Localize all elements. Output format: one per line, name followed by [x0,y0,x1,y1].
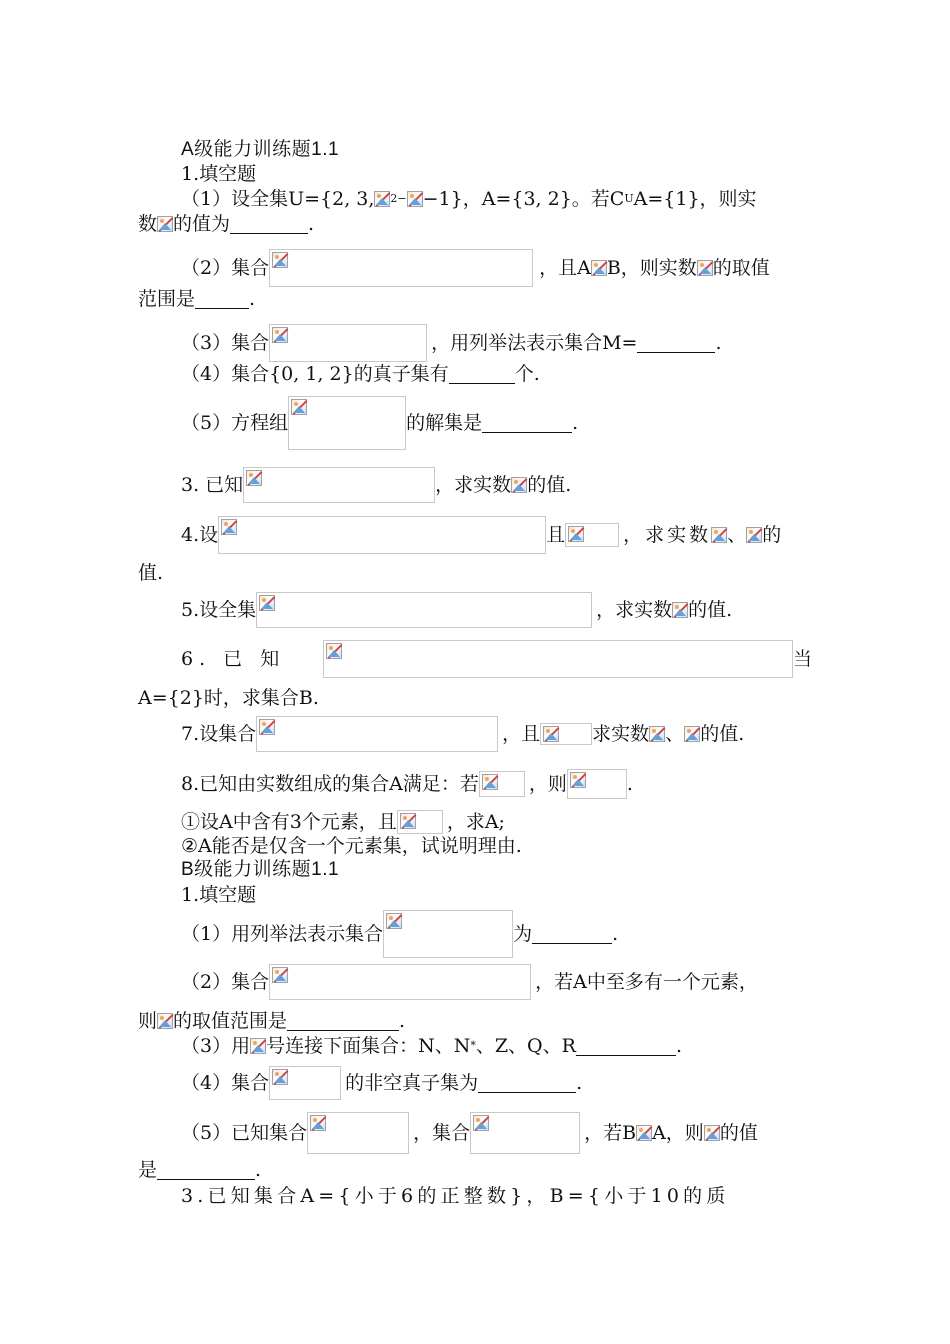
a-q4-line1: 4.设 且 ，求实数 、 的 [181,516,814,554]
a-q1-5: （5）方程组 的解集是 . [181,396,814,450]
broken-image-icon [250,1038,266,1054]
formula-image-box [397,810,443,834]
b-q1-4: （4）集合 的非空真子集为 . [181,1066,814,1100]
broken-image-icon [711,527,727,543]
formula-image-box [567,769,627,799]
section-a-title: A级能力训练题1.1 [181,139,340,160]
broken-image-icon [636,1125,652,1141]
formula-image-box [269,249,533,287]
a-q4-line2: 值. [138,562,164,584]
formula-image-box [383,910,513,958]
answer-blank[interactable] [449,365,515,384]
a-q8-part2: ②A能否是仅含一个元素集，试说明理由. [181,835,522,857]
broken-image-icon [272,327,288,343]
broken-image-icon [221,519,237,535]
broken-image-icon [473,1115,489,1131]
formula-image-box [256,716,498,752]
answer-blank[interactable] [230,215,308,234]
a-q1-1-line2: 数 的值为 . [138,213,315,235]
broken-image-icon [591,260,607,276]
broken-image-icon [157,216,173,232]
section-b-title: B级能力训练题1.1 [181,859,340,880]
a-q1-title: 1.填空题 [181,163,257,185]
b-q1-5-line1: （5）已知集合 ，集合 ，若B A，则 的值 [181,1112,814,1154]
broken-image-icon [511,477,527,493]
formula-image-box [218,516,546,554]
formula-image-box [323,640,793,678]
broken-image-icon [746,527,762,543]
answer-blank[interactable] [478,1074,576,1093]
formula-image-box [269,964,531,1000]
formula-image-box [243,467,435,503]
b-q1-5-line2: 是 . [138,1159,262,1181]
b-q1-title: 1.填空题 [181,884,257,906]
answer-blank[interactable] [195,290,249,309]
broken-image-icon [407,191,423,207]
broken-image-icon [157,1013,173,1029]
formula-image-box [470,1112,580,1154]
broken-image-icon [704,1125,720,1141]
broken-image-icon [310,1115,326,1131]
broken-image-icon [259,595,275,611]
answer-blank[interactable] [287,1012,399,1031]
a-q6-line1: 6. 已 知 当 [181,640,814,678]
formula-image-box [540,723,592,745]
a-q3: 3. 已知 ，求实数 的值. [181,467,814,503]
broken-image-icon [400,813,416,829]
answer-blank[interactable] [576,1037,676,1056]
b-q1-1: （1）用列举法表示集合 为 . [181,910,814,958]
a-q1-2-line2: 范围是 . [138,288,256,310]
a-q7: 7.设集合 ，且 求实数 、 的值. [181,716,814,752]
broken-image-icon [291,399,307,415]
answer-blank[interactable] [532,925,612,944]
formula-image-box [565,523,619,547]
a-q8: 8.已知由实数组成的集合A满足：若 ，则 . [181,770,814,798]
broken-image-icon [543,726,559,742]
broken-image-icon [259,719,275,735]
b-q1-3: （3）用 号连接下面集合：N、N * 、Z、Q、R . [181,1035,682,1057]
broken-image-icon [672,602,688,618]
broken-image-icon [272,967,288,983]
formula-image-box [479,771,525,797]
answer-blank[interactable] [157,1161,255,1180]
a-q8-part1: ①设A中含有3个元素，且 ，求A; [181,811,505,833]
a-q1-4: （4）集合{0, 1, 2}的真子集有 个. [181,363,540,385]
broken-image-icon [272,1069,288,1085]
answer-blank[interactable] [637,334,715,353]
a-q1-3: （3）集合 ，用列举法表示集合M= . [181,324,814,362]
broken-image-icon [482,774,498,790]
a-q1-1-line1: （1）设全集U={2, 3, 2− −1}，A={3, 2}。若C U A={1}，则实 [181,188,757,210]
formula-image-box [269,1066,341,1100]
b-q1-2-line2: 则 的取值范围是 . [138,1010,406,1032]
broken-image-icon [649,726,665,742]
formula-image-box [288,396,406,450]
broken-image-icon [568,526,584,542]
broken-image-icon [272,252,288,268]
b-q1-2-line1: （2）集合 ，若A中至多有一个元素， [181,964,814,1000]
broken-image-icon [570,772,586,788]
a-q5: 5.设全集 ，求实数 的值. [181,592,814,628]
a-q6-line2: A={2}时，求集合B. [138,687,319,709]
formula-image-box [307,1112,409,1154]
b-q3: 3.已知集合A={小于6的正整数}，B={小于10的质 [181,1185,730,1207]
a-q1-2-line1: （2）集合 ，且A B，则实数 的取值 [181,249,814,287]
broken-image-icon [684,726,700,742]
broken-image-icon [374,191,390,207]
broken-image-icon [246,470,262,486]
answer-blank[interactable] [482,414,572,433]
broken-image-icon [386,913,402,929]
broken-image-icon [326,643,342,659]
formula-image-box [256,592,592,628]
broken-image-icon [697,260,713,276]
formula-image-box [269,324,427,362]
